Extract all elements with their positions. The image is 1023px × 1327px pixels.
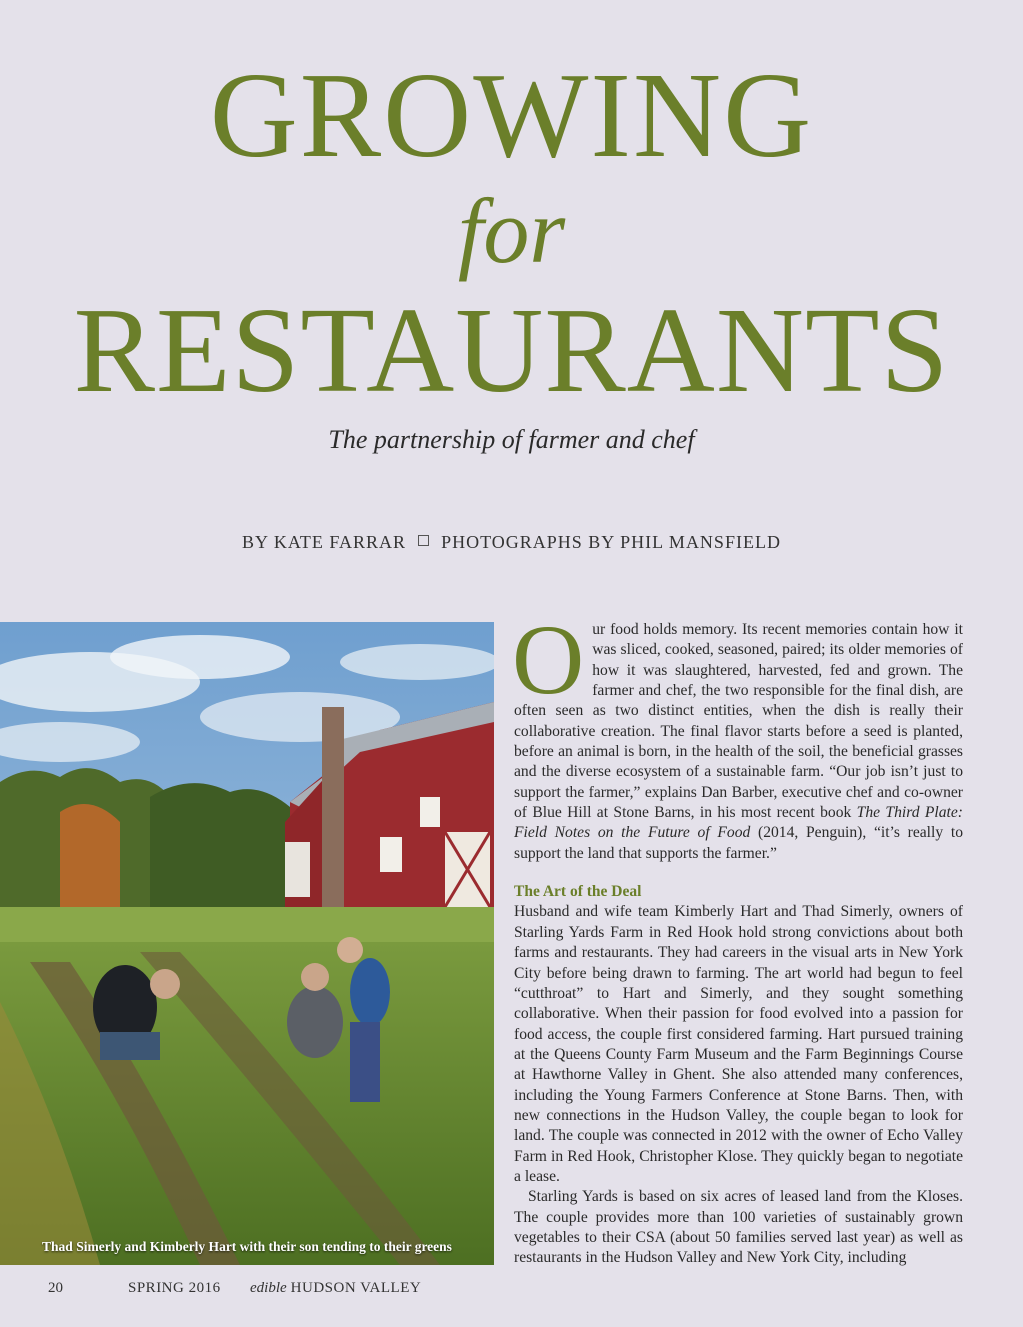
paragraph-intro-text-end: (2014, Penguin), “it’s really to support the land that supports the farmer.” — [514, 824, 963, 862]
paragraph-starling-yards: Starling Yards is based on six acres of leased land from the Kloses. The couple provides more than 100 varieties of sustainably grown vegetables to their CSA (about 50 families served last year) as well as restaurants in the Hudson Valley and New York City, including — [514, 1188, 963, 1267]
photo-caption: Thad Simerly and Kimberly Hart with their son tending to their greens — [42, 1239, 452, 1254]
author-credit: BY KATE FARRAR — [242, 532, 407, 552]
issue-date: SPRING 2016 — [128, 1280, 221, 1296]
drop-cap: O — [512, 604, 585, 715]
photographer-credit: PHOTOGRAPHS BY PHIL MANSFIELD — [441, 532, 781, 552]
book-title: The Third Plate: Field Notes on the Future of Food — [514, 804, 963, 842]
page-footer — [48, 1280, 421, 1297]
article-body — [512, 604, 963, 1269]
subtitle: The partnership of farmer and chef — [328, 425, 695, 454]
magazine-edible: edible — [250, 1280, 287, 1296]
page-number: 20 — [48, 1280, 63, 1296]
title-line-growing: GROWING — [209, 48, 814, 183]
separator-square-icon — [418, 535, 429, 546]
title-line-restaurants: RESTAURANTS — [73, 283, 950, 418]
farm-photo — [0, 622, 494, 1265]
farm-photo-illustration — [0, 622, 494, 1265]
section-heading: The Art of the Deal — [514, 883, 642, 901]
byline — [0, 532, 1023, 553]
paragraph-intro-text: ur food holds memory. Its recent memories contain how it was sliced, cooked, seasoned, paired; its older memories of how it was slaughtered, harvested, fed and grown. The farmer and chef, the two responsible for the final dish, are often seen as two distinct entities, when the dish is really their collaborative creation. The final flavor starts before a seed is planted, before an animal is born, in the health of the soil, the beneficial grasses and the diverse ecosystem of a sustainable farm. “Our job isn’t just to support the farmer,” explains Dan Barber, executive chef and co-owner of Blue Hill at Stone Barns, in his most recent book — [514, 621, 963, 822]
magazine-name: HUDSON VALLEY — [290, 1280, 422, 1296]
paragraph-art-of-deal: Husband and wife team Kimberly Hart and Thad Simerly, owners of Starling Yards Farm in Red Hook hold strong convictions about both farms and restaurants. They had careers in the visual arts in New York City before being drawn to farming. The art world had begun to feel “cutthroat” to Hart and Simerly, and they sought something collaborative. When their passion for food evolved into a passion for food access, the couple first considered farming. Hart pursued training at the Queens County Farm Museum and the Farm Beginnings Course at Hawthorne Valley in Ghent. She also attended many conferences, including the Young Farmers Conference at Stone Barns. Then, with new connections in the Hudson Valley, the couple began to look for land. The couple was connected in 2012 with the owner of Echo Valley Farm in Red Hook, Christopher Klose. They quickly began to negotiate a lease. — [514, 903, 963, 1185]
title-line-for: for — [457, 180, 566, 282]
